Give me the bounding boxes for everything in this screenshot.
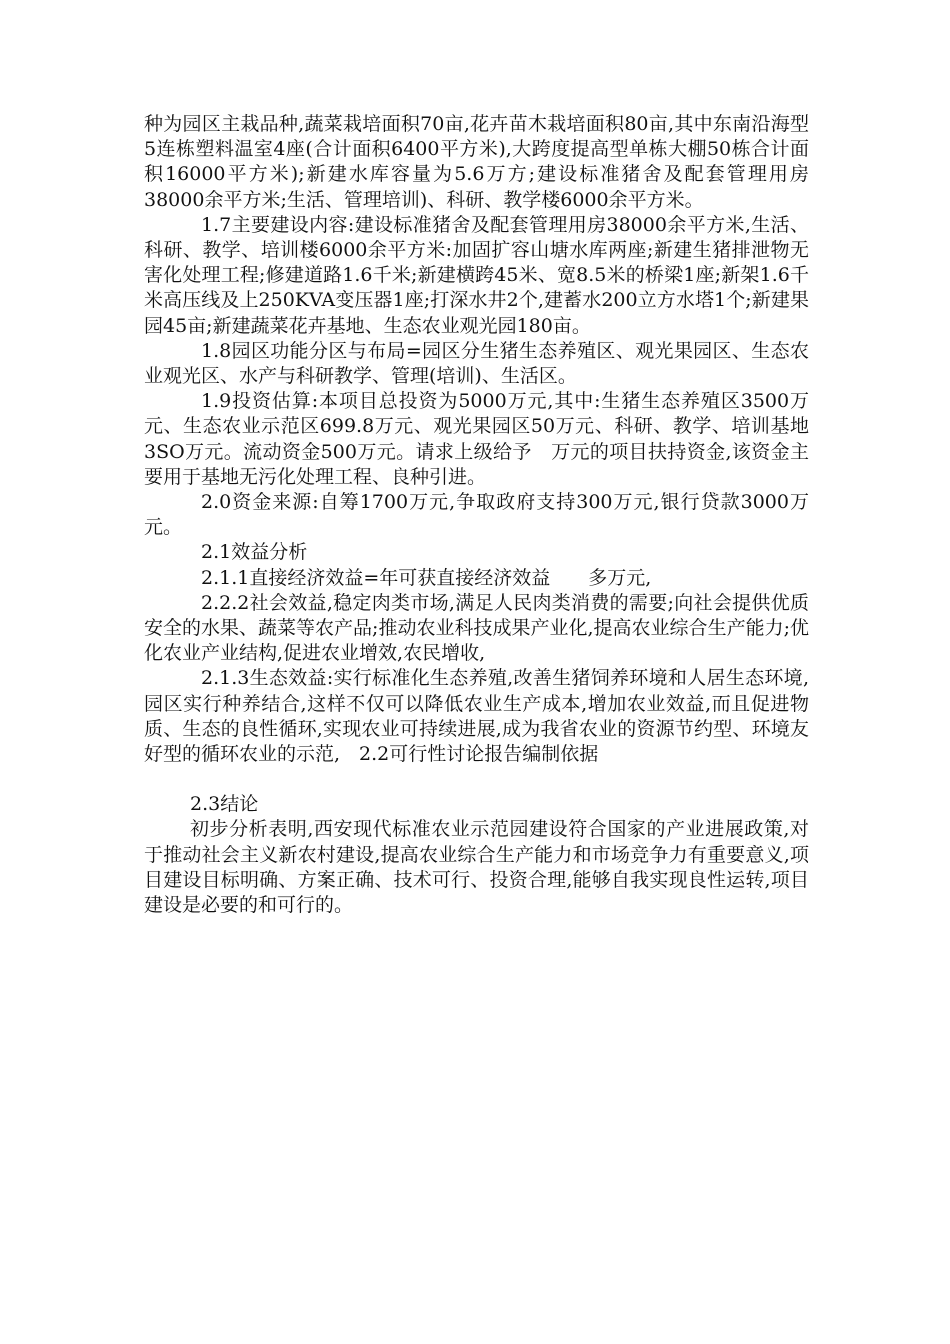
heading-conclusion: 2.3结论 bbox=[190, 793, 259, 816]
paragraph-social-benefit: 2.2.2社会效益,稳定肉类市场,满足人民肉类消费的需要;向社会提供优质安全的水果、蔬菜等农产品;推动农业科技成果产业化,提高农业综合生产能力;优化农业产业结构,促进农业增效,农民增收, bbox=[144, 591, 809, 665]
paragraph-direct-benefit: 2.1.1直接经济效益=年可获直接经济效益 多万元, bbox=[201, 566, 652, 589]
paragraph-funding-source: 2.0资金来源:自筹1700万元,争取政府支持300万元,银行贷款3000万元。 bbox=[144, 491, 809, 539]
paragraph-investment-estimate: 1.9投资估算:本项目总投资为5000万元,其中:生猪生态养殖区3500万元、生态农业示范区699.8万元、观光果园区50万元、科研、教学、培训基地3SO万元。流动资金500万元。请求上级给予 万元的项目扶持资金,该资金主要用于基地无污化处理工程、良种引进。 bbox=[144, 390, 809, 488]
paragraph-scale-summary: 种为园区主栽品种,蔬菜栽培面积70亩,花卉苗木栽培面积80亩,其中东南沿海型5连栋塑料温室4座(合计面积6400平方米),大跨度提高型单栋大棚50栋合计面积16000平方米);新建水库容量为5.6万方;建设标准猪舍及配套管理用房38000余平方米;生活、管理培训)、科研、教学楼6000余平方米。 bbox=[144, 113, 809, 211]
paragraph-spacer bbox=[144, 767, 809, 792]
paragraph-conclusion: 初步分析表明,西安现代标准农业示范园建设符合国家的产业进展政策,对于推动社会主义新农村建设,提高农业综合生产能力和市场竞争力有重要意义,项目建设目标明确、方案正确、技术可行、投资合理,能够自我实现良性运转,项目建设是必要的和可行的。 bbox=[144, 818, 809, 917]
document-page bbox=[144, 112, 809, 918]
paragraph-zoning-layout: 1.8园区功能分区与布局=园区分生猪生态养殖区、观光果园区、生态农业观光区、水产与科研教学、管理(培训)、生活区。 bbox=[144, 339, 809, 388]
paragraph-construction-content: 1.7主要建设内容:建设标准猪舍及配套管理用房38000余平方米,生活、科研、教学、培训楼6000余平方米:加固扩容山塘水库两座;新建生猪排泄物无害化处理工程;修建道路1.6千米;新建横跨45米、宽8.5米的桥梁1座;新架1.6千米高压线及上250KVA变压器1座;打深水井2个,建蓄水200立方水塔1个;新建果园45亩;新建蔬菜花卉基地、生态农业观光园180亩。 bbox=[144, 213, 809, 337]
heading-benefit-analysis: 2.1效益分析 bbox=[201, 541, 308, 564]
paragraph-ecological-benefit: 2.1.3生态效益:实行标准化生态养殖,改善生猪饲养环境和人居生态环境,园区实行种养结合,这样不仅可以降低农业生产成本,增加农业效益,而且促进物质、生态的良性循环,实现农业可持续进展,成为我省农业的资源节约型、环境友好型的循环农业的示范, 2.2可行性讨论报告编制依据 bbox=[144, 667, 809, 766]
